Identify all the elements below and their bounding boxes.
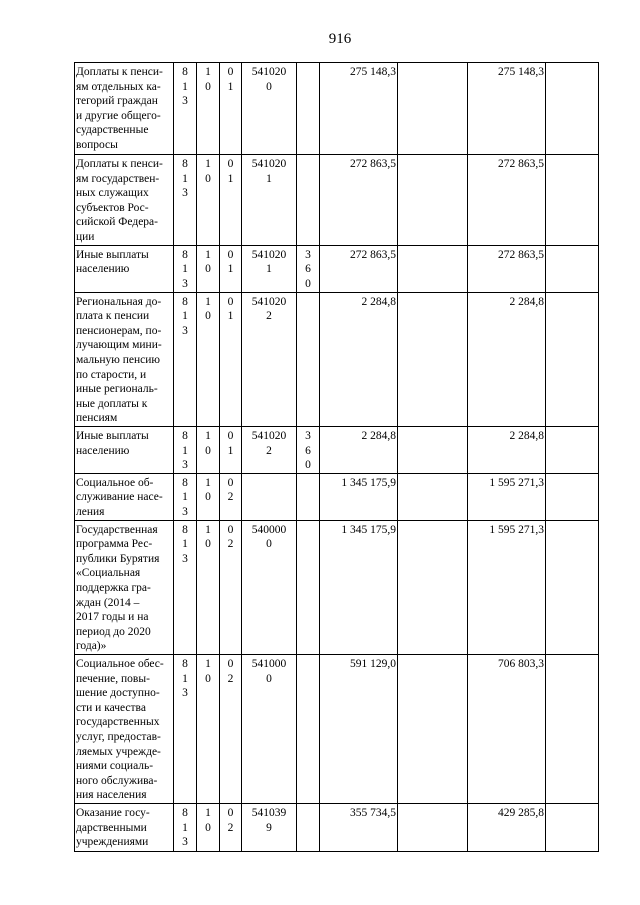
subsection-code: 0 2 [220,804,242,852]
row-name: Социальное обес- печение, повы- шение доступно- сти и качества государственных услуг, предостав- ляемых учрежде- ниями социаль- ного обслужива- ния населения [75,655,174,804]
empty-cell [546,655,599,804]
subsection-code: 0 2 [220,520,242,654]
empty-cell [398,520,468,654]
table-row [75,155,599,246]
section-code: 1 0 [197,426,220,473]
target-code: 541020 2 [242,426,297,473]
empty-cell [546,426,599,473]
expense-type-code [297,155,320,246]
amount-2: 1 595 271,3 [468,473,546,520]
subsection-code: 0 1 [220,155,242,246]
empty-cell [398,245,468,292]
section-code: 1 0 [197,473,220,520]
row-name: Региональная до- плата к пенсии пенсионерам, по- лучающим мини- мальную пенсию по старости, и иные региональ- ные доплаты к пенсиям [75,292,174,426]
amount-1: 591 129,0 [320,655,398,804]
amount-1: 1 345 175,9 [320,520,398,654]
expense-type-code: 3 6 0 [297,245,320,292]
table-row [75,292,599,426]
section-code: 1 0 [197,804,220,852]
amount-1: 275 148,3 [320,63,398,155]
target-code: 541020 1 [242,155,297,246]
subsection-code: 0 2 [220,655,242,804]
amount-2: 1 595 271,3 [468,520,546,654]
row-name: Иные выплаты населению [75,245,174,292]
amount-1: 2 284,8 [320,292,398,426]
table-row [75,245,599,292]
subsection-code: 0 2 [220,473,242,520]
subsection-code: 0 1 [220,292,242,426]
expense-type-code [297,520,320,654]
empty-cell [398,473,468,520]
empty-cell [546,292,599,426]
amount-1: 355 734,5 [320,804,398,852]
table-row [75,804,599,852]
ministry-code: 8 1 3 [174,155,197,246]
section-code: 1 0 [197,63,220,155]
ministry-code: 8 1 3 [174,292,197,426]
empty-cell [546,245,599,292]
target-code: 540000 0 [242,520,297,654]
subsection-code: 0 1 [220,245,242,292]
empty-cell [546,63,599,155]
ministry-code: 8 1 3 [174,63,197,155]
empty-cell [546,520,599,654]
section-code: 1 0 [197,155,220,246]
page-number: 916 [328,31,352,47]
empty-cell [546,473,599,520]
target-code: 541020 2 [242,292,297,426]
amount-1: 272 863,5 [320,155,398,246]
row-name: Доплаты к пенси- ям государствен- ных служащих субъектов Рос- сийской Федера- ции [75,155,174,246]
ministry-code: 8 1 3 [174,520,197,654]
ministry-code: 8 1 3 [174,473,197,520]
expense-type-code [297,292,320,426]
empty-cell [398,655,468,804]
row-name: Государственная программа Рес- публики Бурятия «Социальная поддержка гра- ждан (2014 – 2017 годы и на период до 2020 года)» [75,520,174,654]
amount-2: 275 148,3 [468,63,546,155]
row-name: Доплаты к пенси- ям отдельных ка- тегорий граждан и другие общего- сударственные вопросы [75,63,174,155]
amount-2: 706 803,3 [468,655,546,804]
empty-cell [546,804,599,852]
section-code: 1 0 [197,655,220,804]
section-code: 1 0 [197,520,220,654]
ministry-code: 8 1 3 [174,245,197,292]
empty-cell [398,804,468,852]
amount-2: 2 284,8 [468,426,546,473]
row-name: Иные выплаты населению [75,426,174,473]
amount-2: 272 863,5 [468,245,546,292]
expense-type-code [297,804,320,852]
expense-type-code: 3 6 0 [297,426,320,473]
target-code: 541039 9 [242,804,297,852]
empty-cell [398,63,468,155]
ministry-code: 8 1 3 [174,426,197,473]
target-code: 541020 0 [242,63,297,155]
table-row [75,426,599,473]
row-name: Оказание госу- дарственными учреждениями [75,804,174,852]
amount-2: 272 863,5 [468,155,546,246]
subsection-code: 0 1 [220,426,242,473]
section-code: 1 0 [197,292,220,426]
expense-type-code [297,473,320,520]
table-row [75,655,599,804]
amount-1: 1 345 175,9 [320,473,398,520]
target-code: 541020 1 [242,245,297,292]
ministry-code: 8 1 3 [174,804,197,852]
amount-2: 429 285,8 [468,804,546,852]
row-name: Социальное об- служивание насе- ления [75,473,174,520]
target-code: 541000 0 [242,655,297,804]
amount-1: 272 863,5 [320,245,398,292]
amount-1: 2 284,8 [320,426,398,473]
ministry-code: 8 1 3 [174,655,197,804]
empty-cell [546,155,599,246]
subsection-code: 0 1 [220,63,242,155]
table-row [75,473,599,520]
empty-cell [398,426,468,473]
budget-table [74,62,599,852]
amount-2: 2 284,8 [468,292,546,426]
section-code: 1 0 [197,245,220,292]
table-row [75,520,599,654]
expense-type-code [297,63,320,155]
empty-cell [398,292,468,426]
table-row [75,63,599,155]
expense-type-code [297,655,320,804]
target-code [242,473,297,520]
empty-cell [398,155,468,246]
